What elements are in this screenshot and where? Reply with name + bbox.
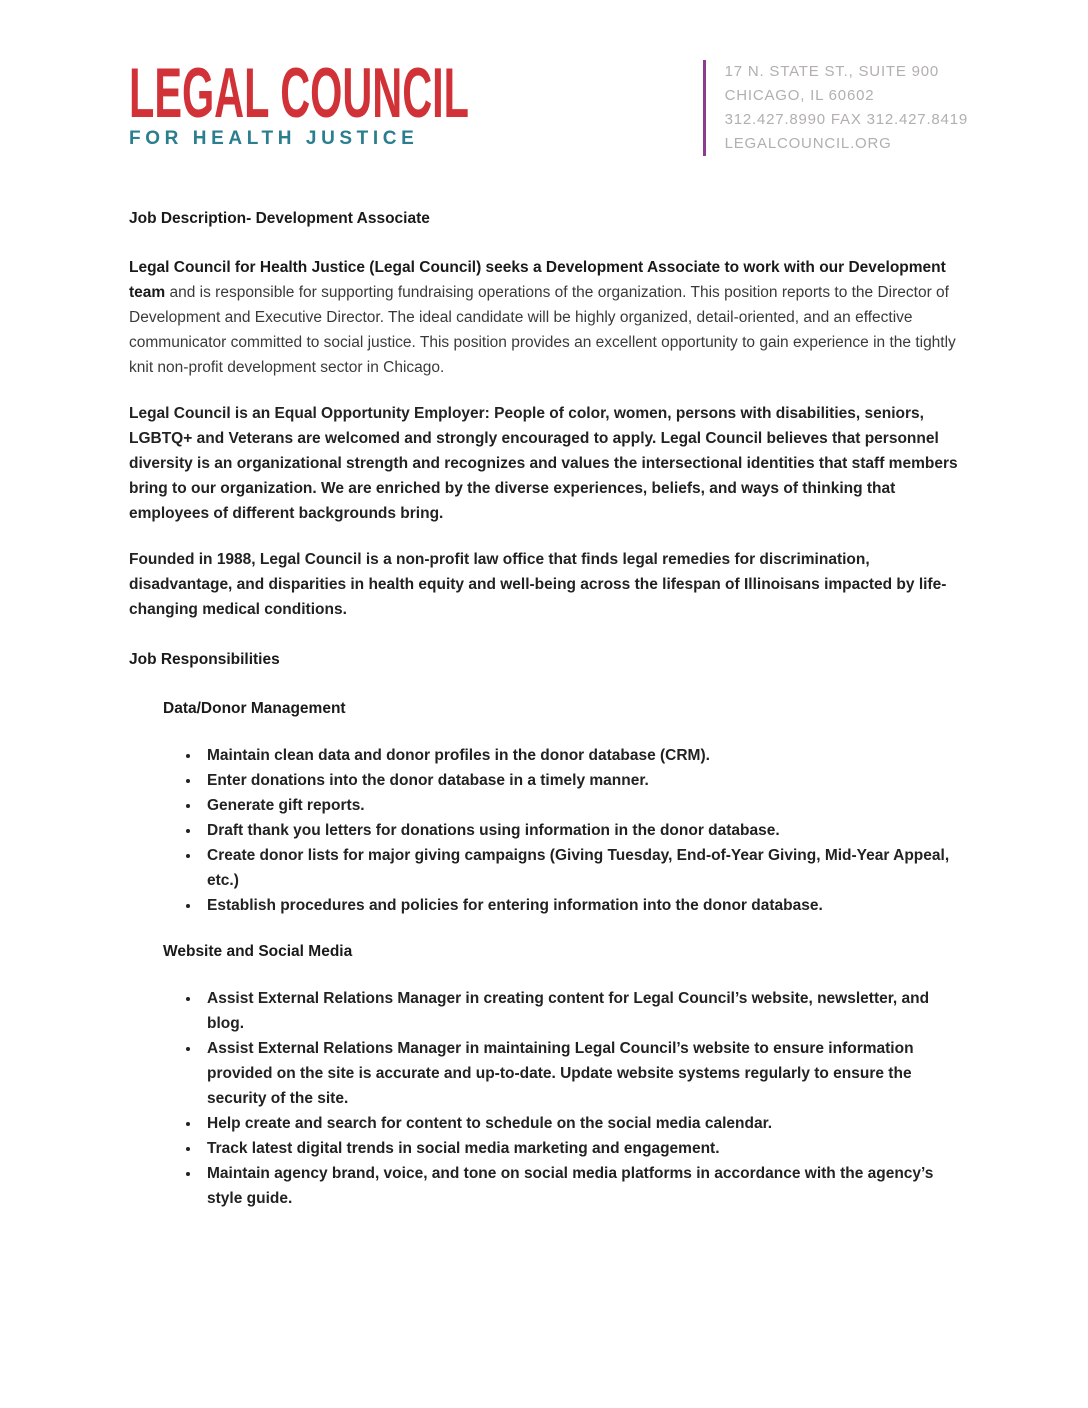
contact-city-line: CHICAGO, IL 60602: [724, 87, 875, 104]
bullet-item: • Establish procedures and policies for entering information into the donor database.: [201, 893, 968, 918]
bullet-item: • Maintain agency brand, voice, and tone on social media platforms in accordance with the agency’s style guide.: [201, 1161, 968, 1211]
intro-paragraph-rest: and is responsible for supporting fundraising operations of the organization. This position reports to the Director of Development and Executive Director. The ideal candidate will be highly organized, detail-oriented, and an effective communicator committed to social justice. This position provides an excellent opportunity to gain experience in the tightly knit non-profit development sector in Chicago.: [129, 284, 956, 376]
document-title: Job Description- Development Associate: [129, 210, 430, 227]
website-social-bullet-list: [129, 986, 968, 1211]
job-responsibilities-heading: Job Responsibilities: [129, 651, 280, 668]
intro-paragraph-bold-lead: Legal Council for Health Justice (Legal Council) seeks a Development Associate to work with our Development team: [129, 259, 946, 301]
section-heading-website-social: Website and Social Media: [163, 943, 353, 960]
bullet-item: • Enter donations into the donor database in a timely manner.: [201, 768, 968, 793]
intro-paragraph: [129, 255, 965, 380]
contact-block: [703, 60, 968, 156]
contact-phone-line: 312.427.8990 FAX 312.427.8419: [724, 111, 968, 128]
bullet-item: • Draft thank you letters for donations using information in the donor database.: [201, 818, 968, 843]
logo-wordmark: [129, 52, 588, 133]
contact-website-line: LEGALCOUNCIL.ORG: [724, 135, 892, 152]
founded-paragraph: Founded in 1988, Legal Council is a non-profit law office that finds legal remedies for discrimination, disadvantage, and disparities in health equity and well-being across the lifespan of Illinoisans impacted by life-changing medical conditions.: [129, 551, 947, 618]
data-donor-bullet-list: [129, 743, 968, 918]
bullet-item: • Help create and search for content to schedule on the social media calendar.: [201, 1111, 968, 1136]
logo-wordmark-text: LEGAL COUNCIL: [129, 52, 469, 133]
eeo-paragraph: Legal Council is an Equal Opportunity Employer: People of color, women, persons with disabilities, seniors, LGBTQ+ and Veterans are welcomed and strongly encouraged to apply. Legal Council believes that personnel diversity is an organizational strength and recognizes and values the intersectional identities that staff members bring to our organization. We are enriched by the diverse experiences, beliefs, and ways of thinking that employees of different backgrounds bring.: [129, 405, 958, 522]
bullet-item: • Assist External Relations Manager in creating content for Legal Council’s website, newsletter, and blog.: [201, 986, 968, 1036]
letterhead: [129, 52, 968, 152]
bullet-item: • Assist External Relations Manager in maintaining Legal Council’s website to ensure information provided on the site is accurate and up-to-date. Update website systems regularly to ensure the security of the site.: [201, 1036, 968, 1111]
document-body: [129, 206, 968, 1211]
org-logo: [129, 52, 588, 150]
bullet-item: • Maintain clean data and donor profiles in the donor database (CRM).: [201, 743, 968, 768]
bullet-item: • Generate gift reports.: [201, 793, 968, 818]
contact-lines: [725, 60, 968, 156]
contact-divider-bar: [703, 60, 706, 156]
section-heading-data-donor: Data/Donor Management: [163, 700, 346, 717]
bullet-item: • Track latest digital trends in social media marketing and engagement.: [201, 1136, 968, 1161]
bullet-item: • Create donor lists for major giving campaigns (Giving Tuesday, End-of-Year Giving, Mid-Year Appeal, etc.): [201, 843, 968, 893]
contact-address-line: 17 N. STATE ST., SUITE 900: [724, 63, 940, 80]
logo-tagline: FOR HEALTH JUSTICE: [129, 128, 419, 149]
